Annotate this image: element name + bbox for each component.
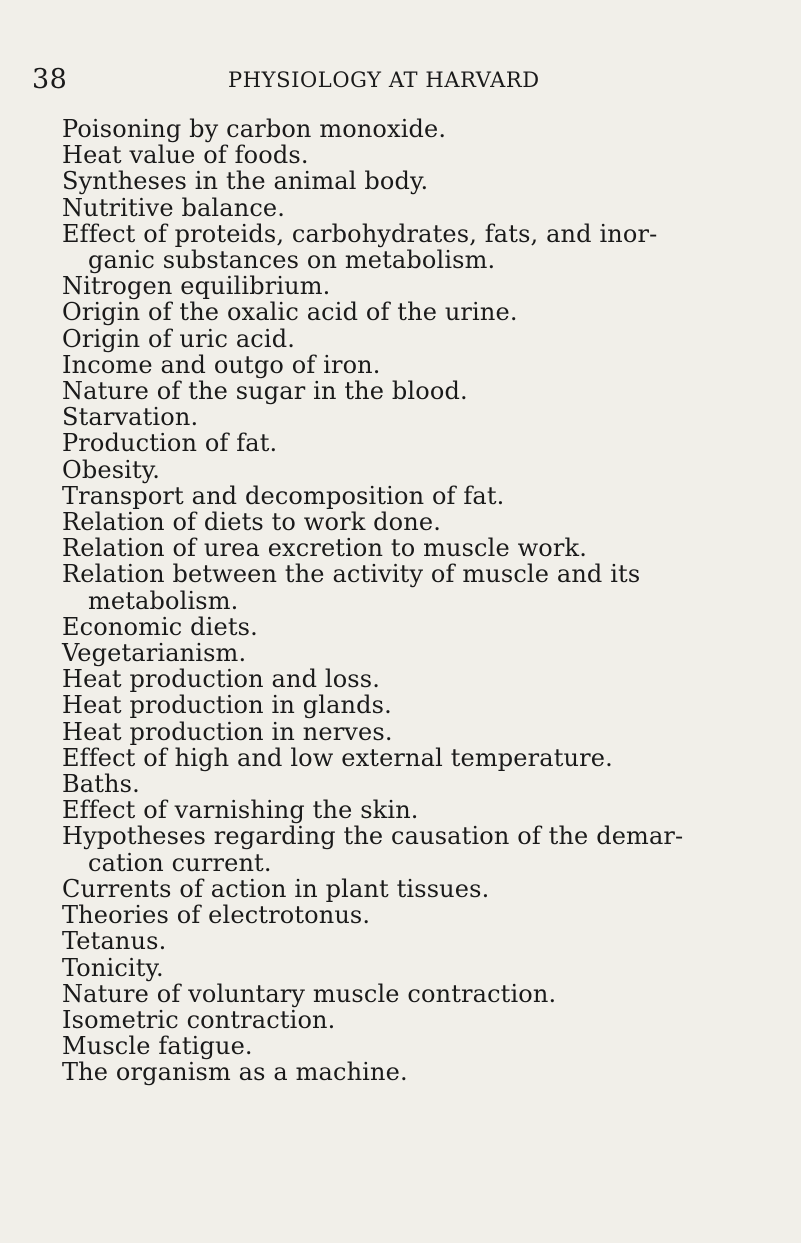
topic-line: Muscle fatigue. [62, 1032, 253, 1061]
topic-line: Relation of urea excretion to muscle work. [62, 534, 587, 563]
topic-line: Baths. [62, 770, 140, 799]
page-number: 38 [32, 64, 68, 95]
topic-line: Heat production in glands. [62, 691, 392, 720]
topic-item [62, 326, 762, 352]
topic-line: Heat production and loss. [62, 665, 381, 694]
topic-item [62, 955, 762, 981]
topic-line: Obesity. [62, 455, 161, 484]
topic-item [62, 771, 762, 797]
topic-item [62, 614, 762, 640]
topic-line: Nutritive balance. [62, 193, 286, 222]
topic-item [62, 745, 762, 771]
topic-line: Tonicity. [62, 953, 164, 982]
topic-item [62, 195, 762, 221]
topic-line: Effect of proteids, carbohydrates, fats, and inor- [62, 219, 658, 248]
topic-line: Theories of electrotonus. [62, 901, 371, 930]
topic-item [62, 142, 762, 168]
topic-item [62, 1007, 762, 1033]
topic-item [62, 719, 762, 745]
topic-line: Transport and decomposition of fat. [62, 481, 505, 510]
topic-line: Starvation. [62, 403, 199, 432]
topic-line: Poisoning by carbon monoxide. [62, 115, 447, 143]
topic-item [62, 902, 762, 928]
topic-continuation-line: ganic substances on metabolism. [88, 246, 496, 275]
topic-item [62, 535, 762, 561]
topic-item [62, 928, 762, 954]
topic-item [62, 692, 762, 718]
topic-item [62, 168, 762, 194]
topic-line: The organism as a machine. [62, 1058, 408, 1087]
topic-line: Relation between the activity of muscle and its [62, 560, 641, 589]
topic-line: Currents of action in plant tissues. [62, 874, 490, 903]
topic-line: Heat value of foods. [62, 141, 309, 170]
topic-line: Nitrogen equilibrium. [62, 272, 331, 301]
topic-line: Relation of diets to work done. [62, 508, 442, 537]
topic-item [62, 797, 762, 823]
topic-line: Economic diets. [62, 612, 258, 641]
topic-item [62, 352, 762, 378]
topic-item [62, 404, 762, 430]
topic-item [62, 273, 762, 299]
topic-line: Syntheses in the animal body. [62, 167, 429, 196]
topic-item [62, 823, 762, 875]
topic-item [62, 483, 762, 509]
topic-line: Nature of the sugar in the blood. [62, 377, 468, 406]
topic-item [62, 378, 762, 404]
topic-line: Tetanus. [62, 927, 167, 956]
topic-line: Isometric contraction. [62, 1005, 336, 1034]
topic-line: Nature of voluntary muscle contraction. [62, 979, 557, 1008]
topic-continuation-line: cation current. [88, 848, 272, 877]
topic-line: Income and outgo of iron. [62, 350, 381, 379]
topic-item [62, 1033, 762, 1059]
topic-item [62, 509, 762, 535]
topic-line: Vegetarianism. [62, 639, 247, 668]
running-title: PHYSIOLOGY AT HARVARD [228, 68, 540, 92]
topic-item [62, 116, 762, 142]
topic-line: Heat production in nerves. [62, 717, 393, 746]
topic-line: Hypotheses regarding the causation of the demar- [62, 822, 684, 851]
topic-line: Origin of the oxalic acid of the urine. [62, 298, 518, 327]
topic-item [62, 299, 762, 325]
topic-item [62, 457, 762, 483]
topic-item [62, 430, 762, 456]
topic-item [62, 221, 762, 273]
topic-item [62, 1059, 762, 1085]
topic-line: Effect of varnishing the skin. [62, 796, 419, 825]
topic-continuation-line: metabolism. [88, 586, 239, 615]
topic-line: Production of fat. [62, 429, 278, 458]
topic-item [62, 666, 762, 692]
topic-line: Origin of uric acid. [62, 324, 296, 353]
topic-item [62, 640, 762, 666]
topic-item [62, 561, 762, 613]
topic-item [62, 981, 762, 1007]
page-header [32, 62, 772, 98]
topic-list [62, 116, 762, 1086]
topic-item [62, 876, 762, 902]
topic-line: Effect of high and low external temperature. [62, 743, 613, 772]
